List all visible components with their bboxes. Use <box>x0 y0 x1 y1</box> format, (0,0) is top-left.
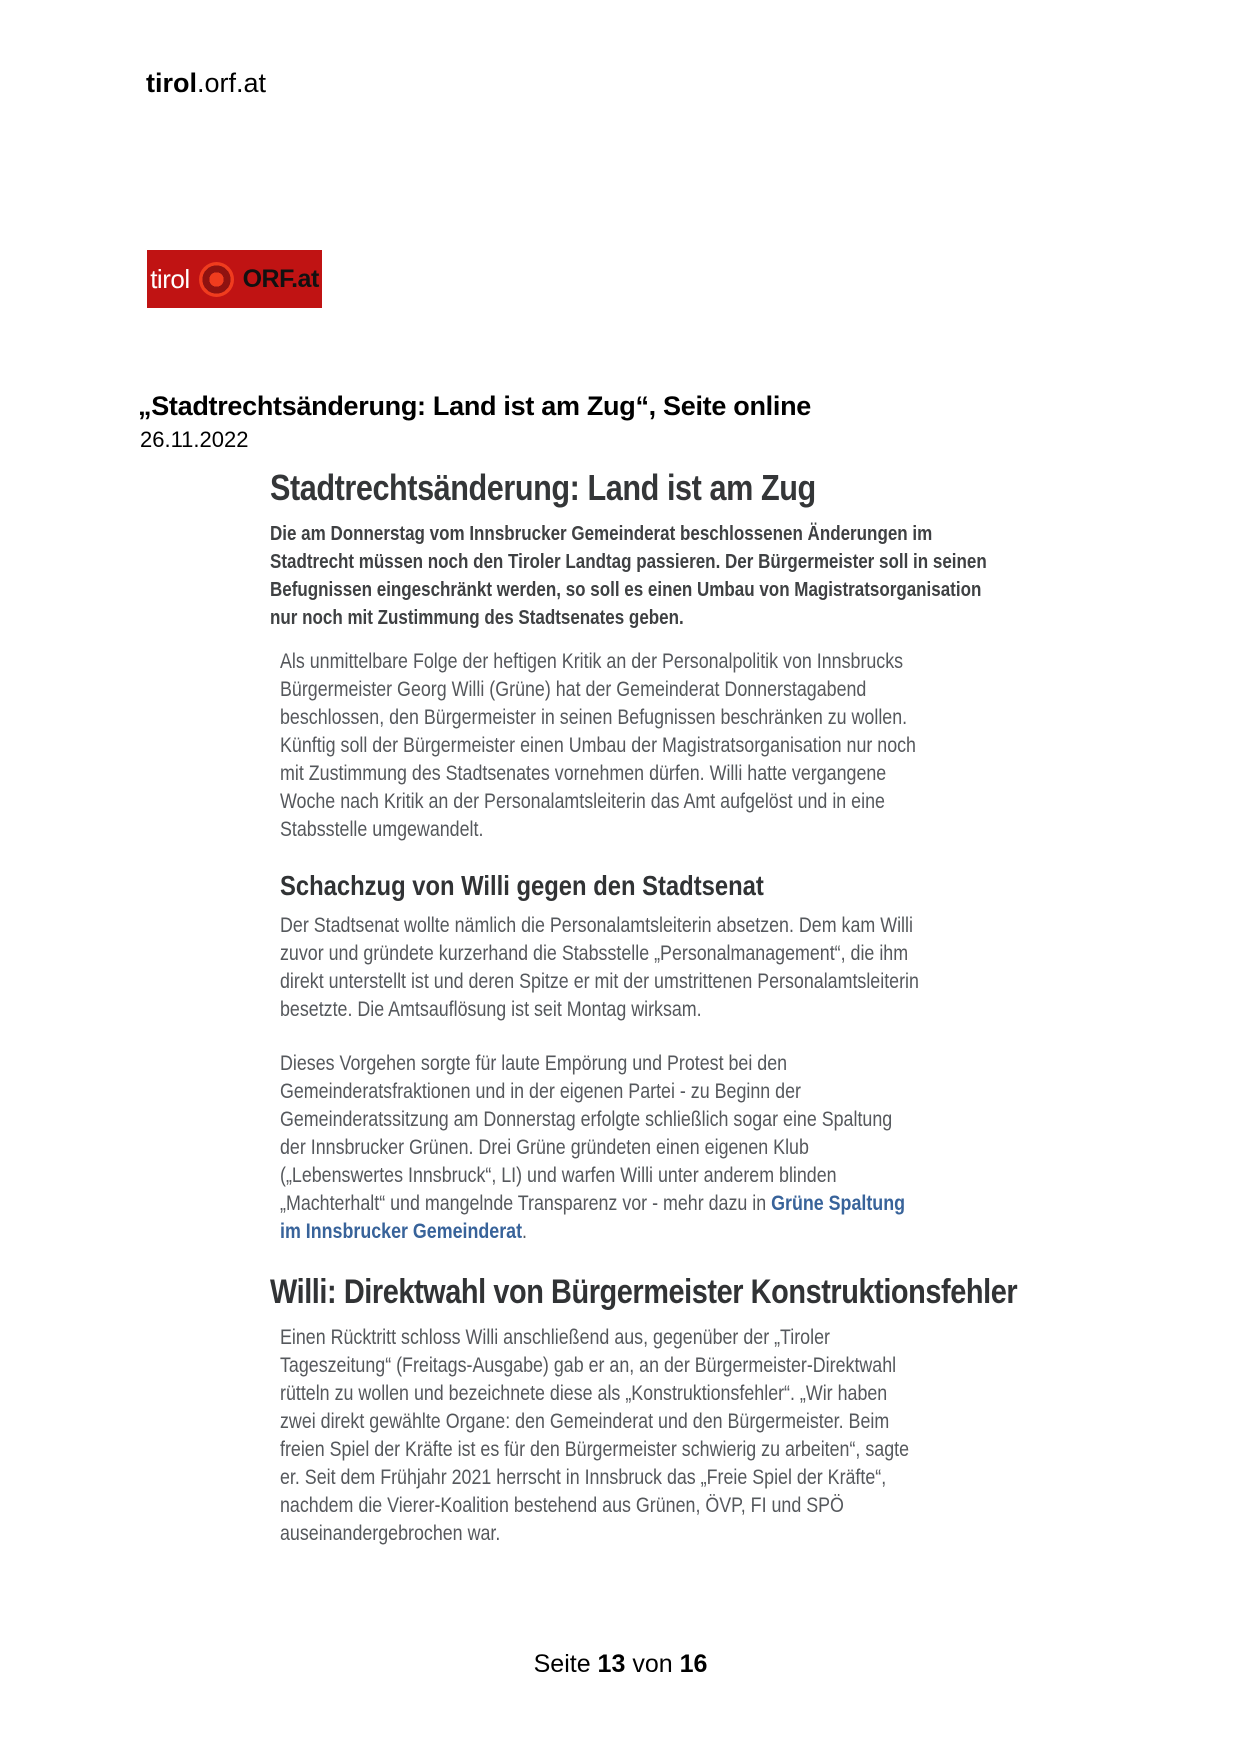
article-inline-link[interactable]: Grüne Spaltung im Innsbrucker Gemeinderat <box>280 1192 906 1243</box>
site-header <box>146 68 266 99</box>
document-title: „Stadtrechtsänderung: Land ist am Zug“, Seite online <box>138 391 811 421</box>
article-paragraph-4: Einen Rücktritt schloss Willi anschließend aus, gegenüber der „Tiroler Tageszeitung“ (Freitags-Ausgabe) gab er an, an der Bürgermeister-Direktwahl rütteln zu wollen und bezeichnete diese als „Konstruktionsfehler“. „Wir haben zwei direkt gewählte Organe: den Gemeinderat und den Bürgermeister. Beim freien Spiel der Kräfte ist es für den Bürgermeister schwierig zu arbeiten“, sagte er. Seit dem Frühjahr 2021 herrscht in Innsbruck das „Freie Spiel der Kräfte“, nachdem die Vierer-Koalition bestehend aus Grünen, ÖVP, FI und SPÖ auseinandergebrochen war. <box>280 1326 910 1545</box>
document-date: 26.11.2022 <box>140 427 249 452</box>
orf-tirol-logo <box>147 250 322 308</box>
article-subheading-1: Schachzug von Willi gegen den Stadtsenat <box>280 870 764 901</box>
site-name-bold: tirol <box>146 68 197 98</box>
article <box>270 467 1018 1574</box>
article-title: Stadtrechtsänderung: Land ist am Zug <box>270 467 816 508</box>
article-subheading-2: Willi: Direktwahl von Bürgermeister Konstruktionsfehler <box>270 1273 1018 1311</box>
article-paragraph-1: Als unmittelbare Folge der heftigen Kritik an der Personalpolitik von Innsbrucks Bürgermeister Georg Willi (Grüne) hat der Gemeinderat Donnerstagabend beschlossen, den Bürgermeister in seinen Befugnissen beschränken zu wollen. Künftig soll der Bürgermeister einen Umbau der Magistratsorganisation nur noch mit Zustimmung des Stadtsenates vornehmen dürfen. Willi hatte vergangene Woche nach Kritik an der Personalamtsleiterin das Amt aufgelöst und in eine Stabsstelle umgewandelt. <box>280 650 916 841</box>
page-total: 16 <box>679 1650 708 1678</box>
article-paragraph-3 <box>280 1050 922 1246</box>
site-name-rest: .orf.at <box>197 68 267 98</box>
page-indicator-prefix: Seite <box>533 1650 591 1678</box>
logo-tirol-label: tirol <box>150 263 190 294</box>
paragraph-3-period: . <box>522 1220 528 1243</box>
article-paragraph-2: Der Stadtsenat wollte nämlich die Personalamtsleiterin absetzen. Dem kam Willi zuvor und gründete kurzerhand die Stabsstelle „Personalmanagement“, die ihm direkt unterstellt ist und deren Spitze er mit der umstrittenen Personalamtsleiterin besetzte. Die Amtsauflösung ist seit Montag wirksam. <box>280 914 919 1021</box>
article-lead: Die am Donnerstag vom Innsbrucker Gemeinderat beschlossenen Änderungen im Stadtrecht müssen noch den Tiroler Landtag passieren. Der Bürgermeister soll in seinen Befugnissen eingeschränkt werden, so soll es einen Umbau von Magistratsorganisation nur noch mit Zustimmung des Stadtsenates geben. <box>270 523 987 629</box>
logo-orfat-label: ORF.at <box>242 264 319 293</box>
orf-eye-icon <box>199 262 234 297</box>
paragraph-3-text: Dieses Vorgehen sorgte für laute Empörung und Protest bei den Gemeinderatsfraktionen und in der eigenen Partei - zu Beginn der Gemeinderatssitzung am Donnerstag erfolgte schließlich sogar eine Spaltung der Innsbrucker Grünen. Drei Grüne gründeten einen eigenen Klub („Lebenswertes Innsbruck“, LI) und warfen Willi unter anderem blinden „Machterhalt“ und mangelnde Transparenz vor - mehr dazu in <box>280 1052 893 1215</box>
page-indicator-middle: von <box>632 1650 673 1678</box>
page-indicator <box>0 1650 1241 1679</box>
page-number: 13 <box>597 1650 626 1678</box>
